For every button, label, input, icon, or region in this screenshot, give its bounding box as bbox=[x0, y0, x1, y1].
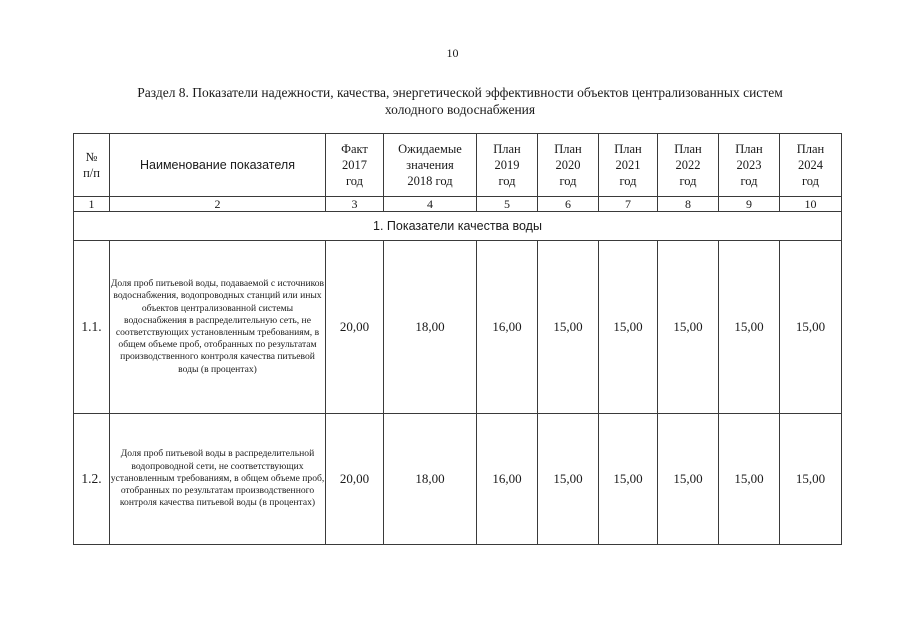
header-cell-fact-2017: Факт 2017 год bbox=[326, 134, 384, 197]
column-number-cell: 5 bbox=[477, 197, 538, 212]
value-cell: 15,00 bbox=[780, 241, 842, 414]
page-number: 10 bbox=[446, 46, 459, 60]
column-number-cell: 1 bbox=[74, 197, 110, 212]
value-cell: 15,00 bbox=[719, 414, 780, 545]
column-number-cell: 7 bbox=[599, 197, 658, 212]
column-number-cell: 6 bbox=[538, 197, 599, 212]
table-row bbox=[74, 414, 842, 545]
row-description: Доля проб питьевой воды в распределительной водопроводной сети, не соответствующих установленным требованиям, в общем объеме проб, отобранных по результатам производственного контроля качества питьевой воды (в процентах) bbox=[110, 414, 326, 545]
header-row bbox=[74, 134, 842, 197]
header-cell-plan-2021: План 2021 год bbox=[599, 134, 658, 197]
header-cell-name: Наименование показателя bbox=[110, 134, 326, 197]
value-cell: 18,00 bbox=[384, 414, 477, 545]
header-cell-plan-2019: План 2019 год bbox=[477, 134, 538, 197]
group-title: 1. Показатели качества воды bbox=[74, 212, 842, 241]
column-number-cell: 9 bbox=[719, 197, 780, 212]
row-number: 1.2. bbox=[74, 414, 110, 545]
row-number: 1.1. bbox=[74, 241, 110, 414]
value-cell: 20,00 bbox=[326, 414, 384, 545]
header-cell-expected-2018: Ожидаемые значения 2018 год bbox=[384, 134, 477, 197]
indicators-table bbox=[73, 133, 842, 545]
row-description: Доля проб питьевой воды, подаваемой с источников водоснабжения, водопроводных станций или иных объектов централизованной системы водоснабжения в распределительную сеть, не соответствующих установленным требованиям, в общем объеме проб, отобранных по результатам производственного контроля качества питьевой воды (в процентах) bbox=[110, 241, 326, 414]
group-title-row bbox=[74, 212, 842, 241]
section-title-line-1: Раздел 8. Показатели надежности, качества, энергетической эффективности объектов централизованных систем bbox=[137, 85, 783, 100]
column-number-cell: 4 bbox=[384, 197, 477, 212]
value-cell: 15,00 bbox=[538, 241, 599, 414]
header-cell-plan-2022: План 2022 год bbox=[658, 134, 719, 197]
value-cell: 20,00 bbox=[326, 241, 384, 414]
value-cell: 15,00 bbox=[780, 414, 842, 545]
value-cell: 15,00 bbox=[658, 414, 719, 545]
header-cell-num: № п/п bbox=[74, 134, 110, 197]
value-cell: 15,00 bbox=[719, 241, 780, 414]
value-cell: 15,00 bbox=[599, 414, 658, 545]
value-cell: 18,00 bbox=[384, 241, 477, 414]
header-cell-plan-2024: План 2024 год bbox=[780, 134, 842, 197]
table-row bbox=[74, 241, 842, 414]
value-cell: 16,00 bbox=[477, 241, 538, 414]
value-cell: 15,00 bbox=[599, 241, 658, 414]
header-cell-plan-2020: План 2020 год bbox=[538, 134, 599, 197]
value-cell: 15,00 bbox=[538, 414, 599, 545]
section-title bbox=[60, 84, 860, 118]
column-number-cell: 2 bbox=[110, 197, 326, 212]
column-number-cell: 8 bbox=[658, 197, 719, 212]
column-number-cell: 3 bbox=[326, 197, 384, 212]
column-number-row bbox=[74, 197, 842, 212]
section-title-line-2: холодного водоснабжения bbox=[384, 102, 536, 117]
column-number-cell: 10 bbox=[780, 197, 842, 212]
value-cell: 15,00 bbox=[658, 241, 719, 414]
value-cell: 16,00 bbox=[477, 414, 538, 545]
header-cell-plan-2023: План 2023 год bbox=[719, 134, 780, 197]
